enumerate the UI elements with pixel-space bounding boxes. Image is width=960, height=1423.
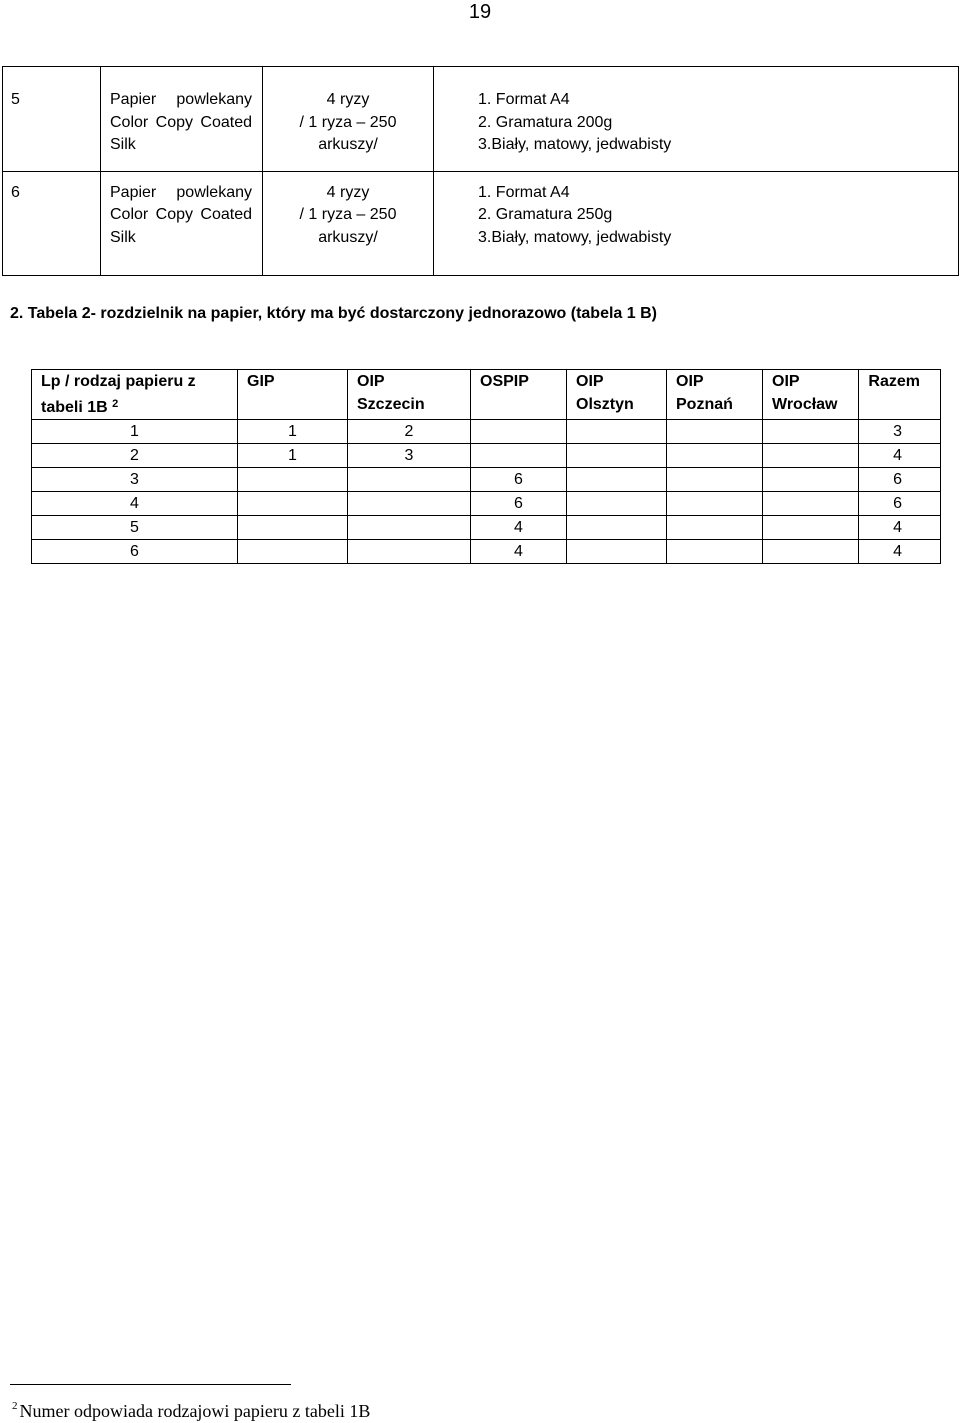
column-header-lp [32,370,238,420]
cell-oip-wroclaw [763,492,859,516]
header-line: OIP [576,373,604,390]
cell-ospip: 4 [471,540,567,564]
cell-lp: 5 [32,516,238,540]
quantity-line: arkuszy/ [318,136,378,153]
paper-name-line: Color Copy Coated [110,113,252,131]
paper-name-line: Papier powlekany [110,91,252,108]
table-row [3,171,959,276]
header-row [32,370,941,420]
footnote [12,1394,942,1423]
table-row [32,468,941,492]
paper-name-line: Silk [110,228,136,246]
footnote-text: Numer odpowiada rodzajowi papieru z tabeli 1B [19,1401,371,1421]
cell-lp: 2 [32,444,238,468]
cell-oip-poznan [667,420,763,444]
column-header-ospip: OSPIP [471,370,567,420]
header-line: Olsztyn [576,396,634,413]
cell-lp: 3 [32,468,238,492]
cell-gip [238,516,348,540]
paper-specification-table [2,66,959,276]
cell-oip-szczecin: 2 [348,420,471,444]
cell-lp: 1 [32,420,238,444]
paper-name-line: Silk [110,136,136,153]
column-header-oip-poznan [667,370,763,420]
table-row [32,516,941,540]
cell-razem: 4 [859,516,941,540]
cell-oip-olsztyn [567,444,667,468]
cell-razem: 6 [859,468,941,492]
cell-oip-olsztyn [567,540,667,564]
cell-oip-szczecin [348,540,471,564]
cell-gip: 1 [238,420,348,444]
table1-top-spacer-row [3,67,959,90]
header-line: Szczecin [357,396,425,413]
header-line: Wrocław [772,396,838,413]
paper-name-cell [101,171,263,276]
cell-gip: 1 [238,444,348,468]
cell-oip-wroclaw [763,468,859,492]
quantity-line: / 1 ryza – 250 [299,113,397,131]
column-header-razem: Razem [859,370,941,420]
cell-oip-wroclaw [763,540,859,564]
paper-name-line: Color Copy Coated [110,206,252,223]
column-header-oip-szczecin [348,370,471,420]
cell-oip-poznan [667,444,763,468]
cell-oip-wroclaw [763,516,859,540]
cell-oip-wroclaw [763,444,859,468]
cell-oip-wroclaw [763,420,859,444]
cell-oip-szczecin [348,492,471,516]
cell-lp: 4 [32,492,238,516]
cell-gip [238,468,348,492]
cell-oip-szczecin: 3 [348,444,471,468]
table-row [32,540,941,564]
cell-oip-poznan [667,516,763,540]
row-lp: 6 [3,171,101,276]
header-line: Poznań [676,396,733,413]
header-line: tabeli 1B [41,399,108,416]
header-line: OIP [772,373,800,390]
cell-ospip [471,444,567,468]
spec-line: 1. Format A4 [478,183,570,201]
cell-oip-poznan [667,468,763,492]
cell-lp: 6 [32,540,238,564]
header-line: OIP [676,373,704,390]
cell-oip-olsztyn [567,420,667,444]
column-header-oip-olsztyn [567,370,667,420]
cell-oip-olsztyn [567,468,667,492]
column-header-gip: GIP [238,370,348,420]
cell-razem: 4 [859,444,941,468]
cell-razem: 6 [859,492,941,516]
table-row [32,420,941,444]
page-number: 19 [468,1,492,23]
footnote-reference: 2 [112,398,119,410]
spec-line: 3.Biały, matowy, jedwabisty [478,228,672,246]
cell-ospip: 6 [471,468,567,492]
paper-name-line: Papier powlekany [110,183,252,201]
specification-cell [434,89,959,171]
distribution-table [31,369,941,564]
cell-razem: 3 [859,420,941,444]
table-row [32,492,941,516]
row-lp: 5 [3,89,101,171]
header-line: Lp / rodzaj papieru z [41,373,196,390]
cell-ospip [471,420,567,444]
footnote-separator [10,1384,291,1385]
cell-oip-szczecin [348,516,471,540]
cell-oip-olsztyn [567,516,667,540]
quantity-line: 4 ryzy [326,183,370,201]
column-header-oip-wroclaw [763,370,859,420]
table-row [32,444,941,468]
cell-oip-poznan [667,492,763,516]
cell-gip [238,540,348,564]
specification-cell [434,171,959,276]
paper-name-cell [101,89,263,171]
section-heading: 2. Tabela 2- rozdzielnik na papier, który ma być dostarczony jednorazowo (tabela 1 B) [10,305,657,322]
spec-line: 1. Format A4 [478,91,570,108]
quantity-cell [263,89,434,171]
cell-gip [238,492,348,516]
spec-line: 3.Biały, matowy, jedwabisty [478,136,672,153]
cell-oip-olsztyn [567,492,667,516]
quantity-line: 4 ryzy [326,91,370,108]
quantity-line: arkuszy/ [318,228,378,246]
cell-oip-szczecin [348,468,471,492]
table-row [3,89,959,171]
spec-line: 2. Gramatura 200g [478,113,613,131]
cell-oip-poznan [667,540,763,564]
cell-ospip: 4 [471,516,567,540]
quantity-cell [263,171,434,276]
cell-razem: 4 [859,540,941,564]
header-line: OIP [357,373,385,390]
quantity-line: / 1 ryza – 250 [299,206,397,223]
footnote-marker: 2 [12,1400,18,1412]
cell-ospip: 6 [471,492,567,516]
spec-line: 2. Gramatura 250g [478,206,613,223]
